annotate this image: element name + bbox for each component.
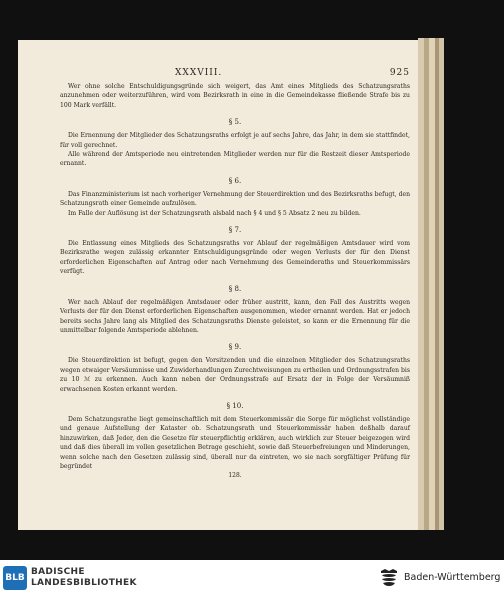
section-5-paragraph-2: Alle während der Amtsperiode neu eintretenden Mitglieder werden nur für die Restzeit dieser Amtsperiode ernannt. <box>60 151 410 168</box>
section-heading-9: § 9. <box>228 343 242 352</box>
section-heading-5: § 5. <box>228 118 242 127</box>
page-number: 925 <box>389 68 410 78</box>
library-name-line-2: LANDESBIBLIOTHEK <box>31 578 137 588</box>
section-8-paragraph-1: Wer nach Ablauf der regelmäßigen Amtsdauer oder früher austritt, kann, den Fall des Austritts wegen Verlusts der für den Dienst erforderlichen Eigenschaften ausgenommen, wieder ernannt werden. Hat er jedoch bereits sechs Jahre lang als Mitglied des Schatzungsraths Dienste geleistet, so kann er die Ernennung für die unmittelbar folgende Amtsperiode ablehnen. <box>60 298 410 334</box>
section-heading-10: § 10. <box>226 401 244 410</box>
state-name[interactable]: Baden-Württemberg <box>404 572 501 583</box>
running-header <box>60 68 410 82</box>
section-9-paragraph-1: Die Steuerdirektion ist befugt, gegen den Vorsitzenden und die einzelnen Mitglieder des Schatzungsraths wegen etwaiger Versäumnisse und Zuwiderhandlungen Zurechtweisungen zu ertheilen und Ordnungsstrafen bis zu 10 ℳ zu erkennen. Auch kann neben der Ordnungsstrafe auf Ersatz der in Folge der Versäumniß erwachsenen Kosten erkannt werden. <box>60 357 410 393</box>
section-10-paragraph-1: Dem Schatzungsrathe liegt gemeinschaftlich mit dem Steuerkommissär die Sorge für möglichst vollständige und genaue Aufstellung der Kataster ob. Schatzungsrath und Steuerkommissär haben deßhalb darauf hinzuwirken, daß Jeder, den die Gesetze für steuerpflichtig erklären, auch wirklich zur Steuer beigezogen wird und daß dies überall im vollen gesetzlichen Betrage geschieht, sowie daß Steuerbefreiungen und Minderungen, wenn solche nach den Gesetzen zulässig sind, überall nur da eintreten, wo sie nach sorgfältiger Prüfung für begründet <box>60 415 410 470</box>
book-edge <box>439 38 444 530</box>
section-heading-7: § 7. <box>228 226 242 235</box>
section-heading-6: § 6. <box>228 176 242 185</box>
section-5-paragraph-1: Die Ernennung der Mitglieder des Schatzungsraths erfolgt je auf sechs Jahre, das Jahr, in dem sie stattfindet, für voll gerechnet. <box>60 132 410 149</box>
section-6-paragraph-2: Im Falle der Auflösung ist der Schatzungsrath alsbald nach § 4 und § 5 Absatz 2 neu zu bilden. <box>68 209 361 217</box>
section-heading-8: § 8. <box>228 284 242 293</box>
library-name[interactable] <box>31 567 137 589</box>
footer-page-number: 128. <box>228 472 242 480</box>
library-name-line-1: BADISCHE <box>31 567 85 577</box>
blb-logo-icon[interactable]: BLB <box>3 566 27 590</box>
coat-of-arms-icon <box>379 567 399 587</box>
paragraph-intro: Wer ohne solche Entschuldigungsgründe sich weigert, das Amt eines Mitglieds des Schatzungsraths anzunehmen oder weiterzuführen, wird vom Bezirksrath in eine in die Gemeindekasse fließende Strafe bis zu 100 Mark verfällt. <box>60 83 410 109</box>
section-7-paragraph-1: Die Entlassung eines Mitglieds des Schatzungsraths vor Ablauf der regelmäßigen Amtsdauer wird vom Bezirksrathe wegen zulässig erkannter Entschuldigungsgründe oder wegen Verlusts der für den Dienst erforderlichen Eigenschaften auf Antrag oder nach Vernehmung des Gemeinderaths und Steuerkommissärs verfügt. <box>60 240 410 276</box>
section-6-paragraph-1: Das Finanzministerium ist nach vorheriger Vernehmung der Steuerdirektion und des Bezirksraths befugt, den Schatzungsrath einer Gemeinde aufzulösen. <box>60 190 410 208</box>
chapter-title: XXXVIII. <box>175 68 223 78</box>
page-content <box>60 68 410 479</box>
